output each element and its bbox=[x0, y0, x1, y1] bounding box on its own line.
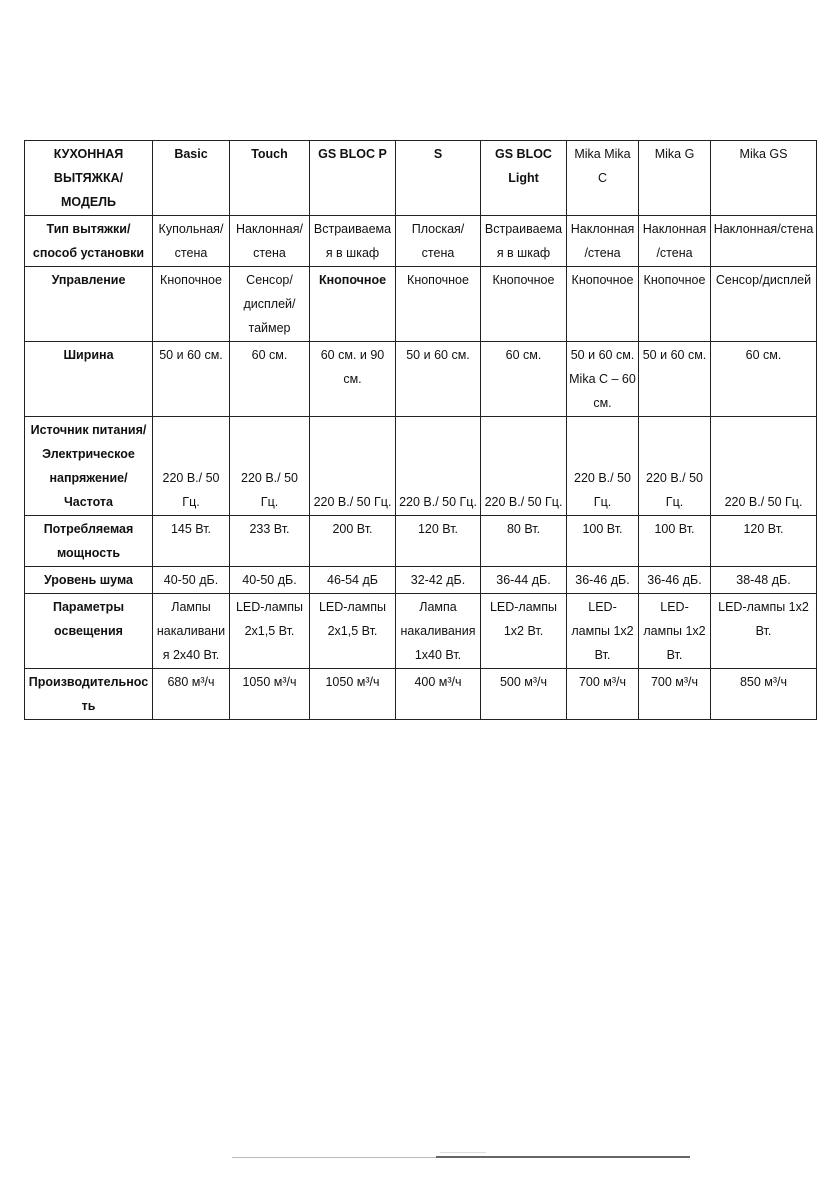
row-label: Производительность bbox=[25, 669, 153, 720]
table-cell: 200 Вт. bbox=[310, 516, 396, 567]
footer-rule-dark bbox=[436, 1156, 690, 1158]
table-row-control bbox=[25, 267, 817, 342]
row-label: Уровень шума bbox=[25, 567, 153, 594]
table-cell: Лампы накаливания 2x40 Вт. bbox=[153, 594, 230, 669]
table-cell: 220 В./ 50 Гц. bbox=[153, 417, 230, 516]
table-cell: 50 и 60 см. Mika C – 60 см. bbox=[567, 342, 639, 417]
table-cell: Наклонная /стена bbox=[639, 216, 711, 267]
header-label-cell: КУХОННАЯ ВЫТЯЖКА/МОДЕЛЬ bbox=[25, 141, 153, 216]
table-cell: Сенсор/дисплей bbox=[711, 267, 817, 342]
footer-rule-faint bbox=[440, 1152, 486, 1153]
table-cell: 120 Вт. bbox=[396, 516, 481, 567]
table-cell: 680 м³/ч bbox=[153, 669, 230, 720]
table-row-width bbox=[25, 342, 817, 417]
table-cell: 46-54 дБ bbox=[310, 567, 396, 594]
table-cell: 38-48 дБ. bbox=[711, 567, 817, 594]
model-mika-g: Mika G bbox=[639, 141, 711, 216]
table-cell: 220 В./ 50 Гц. bbox=[310, 417, 396, 516]
table-cell: 50 и 60 см. bbox=[396, 342, 481, 417]
model-s: S bbox=[396, 141, 481, 216]
table-cell: 100 Вт. bbox=[567, 516, 639, 567]
table-row-noise bbox=[25, 567, 817, 594]
table-cell: 60 см. bbox=[711, 342, 817, 417]
table-cell: Встраиваемая в шкаф bbox=[310, 216, 396, 267]
table-cell: 1050 м³/ч bbox=[230, 669, 310, 720]
table-row-power-source bbox=[25, 417, 817, 516]
table-cell: LED-лампы 1x2 Вт. bbox=[711, 594, 817, 669]
model-basic: Basic bbox=[153, 141, 230, 216]
table-cell: Купольная/ стена bbox=[153, 216, 230, 267]
table-cell: 80 Вт. bbox=[481, 516, 567, 567]
table-cell: 233 Вт. bbox=[230, 516, 310, 567]
table-cell: LED-лампы 2x1,5 Вт. bbox=[310, 594, 396, 669]
table-cell: LED-лампы 1x2 Вт. bbox=[567, 594, 639, 669]
table-cell: 220 В./ 50 Гц. bbox=[639, 417, 711, 516]
table-cell: 32-42 дБ. bbox=[396, 567, 481, 594]
table-cell: 50 и 60 см. bbox=[639, 342, 711, 417]
table-cell: 850 м³/ч bbox=[711, 669, 817, 720]
table-cell: 40-50 дБ. bbox=[230, 567, 310, 594]
model-mika-gs: Mika GS bbox=[711, 141, 817, 216]
table-cell: Кнопочное bbox=[639, 267, 711, 342]
table-cell: Наклонная/ стена bbox=[230, 216, 310, 267]
table-cell: Кнопочное bbox=[481, 267, 567, 342]
table-cell: LED-лампы 1x2 Вт. bbox=[639, 594, 711, 669]
table-cell: Кнопочное bbox=[153, 267, 230, 342]
table-cell: Кнопочное bbox=[310, 267, 396, 342]
table-cell: Лампа накаливания 1x40 Вт. bbox=[396, 594, 481, 669]
row-label: Источник питания/ Электрическое напряжение/ Частота bbox=[25, 417, 153, 516]
table-cell: 500 м³/ч bbox=[481, 669, 567, 720]
table-cell: 220 В./ 50 Гц. bbox=[481, 417, 567, 516]
table-cell: 120 Вт. bbox=[711, 516, 817, 567]
table-cell: Кнопочное bbox=[396, 267, 481, 342]
model-touch: Touch bbox=[230, 141, 310, 216]
row-label: Ширина bbox=[25, 342, 153, 417]
table-cell: 220 В./ 50 Гц. bbox=[711, 417, 817, 516]
table-cell: Кнопочное bbox=[567, 267, 639, 342]
model-gs-bloc-light: GS BLOC Light bbox=[481, 141, 567, 216]
table-cell: 50 и 60 см. bbox=[153, 342, 230, 417]
range-hood-spec-table bbox=[24, 140, 817, 720]
table-cell: 220 В./ 50 Гц. bbox=[396, 417, 481, 516]
table-cell: 36-46 дБ. bbox=[567, 567, 639, 594]
table-cell: 36-44 дБ. bbox=[481, 567, 567, 594]
table-cell: 36-46 дБ. bbox=[639, 567, 711, 594]
table-cell: Сенсор/дисплей/ таймер bbox=[230, 267, 310, 342]
table-cell: Наклонная /стена bbox=[567, 216, 639, 267]
table-cell: 1050 м³/ч bbox=[310, 669, 396, 720]
model-gs-bloc-p: GS BLOC P bbox=[310, 141, 396, 216]
table-cell: Наклонная/стена bbox=[711, 216, 817, 267]
table-header-row bbox=[25, 141, 817, 216]
table-cell: 220 В./ 50 Гц. bbox=[230, 417, 310, 516]
table-cell: 145 Вт. bbox=[153, 516, 230, 567]
table-cell: 40-50 дБ. bbox=[153, 567, 230, 594]
table-cell: 700 м³/ч bbox=[567, 669, 639, 720]
table-cell: 60 см. и 90 см. bbox=[310, 342, 396, 417]
table-cell: LED-лампы 2x1,5 Вт. bbox=[230, 594, 310, 669]
table-cell: 60 см. bbox=[481, 342, 567, 417]
row-label: Потребляемая мощность bbox=[25, 516, 153, 567]
row-label: Тип вытяжки/способ установки bbox=[25, 216, 153, 267]
row-label: Управление bbox=[25, 267, 153, 342]
table-cell: 220 В./ 50 Гц. bbox=[567, 417, 639, 516]
table-row-lighting bbox=[25, 594, 817, 669]
model-mika: Mika Mika C bbox=[567, 141, 639, 216]
table-cell: Встраиваемая в шкаф bbox=[481, 216, 567, 267]
table-cell: 60 см. bbox=[230, 342, 310, 417]
table-row-consumption bbox=[25, 516, 817, 567]
table-cell: Плоская/ стена bbox=[396, 216, 481, 267]
table-cell: LED-лампы 1x2 Вт. bbox=[481, 594, 567, 669]
table-row-type bbox=[25, 216, 817, 267]
table-cell: 100 Вт. bbox=[639, 516, 711, 567]
row-label: Параметры освещения bbox=[25, 594, 153, 669]
table-cell: 700 м³/ч bbox=[639, 669, 711, 720]
table-row-performance bbox=[25, 669, 817, 720]
table-cell: 400 м³/ч bbox=[396, 669, 481, 720]
